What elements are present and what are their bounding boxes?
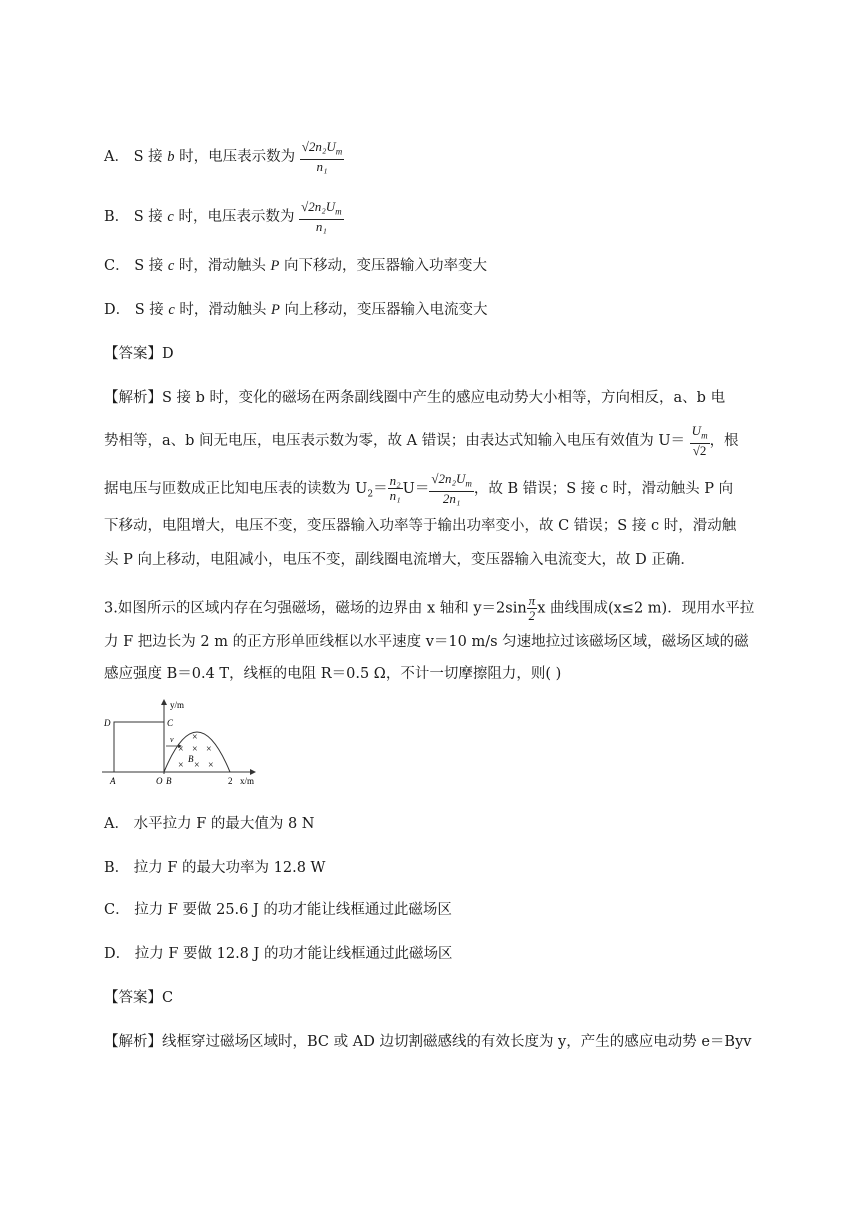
option-d — [104, 300, 488, 320]
frac-den: n₁ — [389, 488, 401, 504]
fraction-sqrt2-n2-um-over-n1-b — [299, 200, 344, 234]
field-cross: × — [192, 732, 198, 743]
option-c-tail: 向下移动，变压器输入功率变大 — [279, 258, 487, 274]
q3-option-c: C． 拉力 F 要做 25.6 J 的功才能让线框通过此磁场区 — [104, 902, 452, 918]
option-c-lead: C． S 接 — [104, 258, 168, 274]
frac-den: 2 — [528, 608, 536, 623]
frac-den: n₁ — [316, 158, 328, 174]
q3-l1b: x 曲线围成(x≤2 m)．现用水平拉 — [537, 600, 755, 617]
label-b-field: B — [188, 754, 194, 764]
label-d: D — [104, 718, 111, 728]
explain-1-line-3 — [104, 472, 756, 506]
u2-subscript: 2 — [367, 489, 374, 500]
answer-1: 【答案】D — [104, 346, 174, 362]
option-d-mid: 时，滑动触头 — [174, 302, 272, 318]
explain-1-line-1: 【解析】S 接 b 时，变化的磁场在两条副线圈中产生的感应电动势大小相等，方向相反，a、b 电 — [104, 390, 726, 406]
option-d-lead: D． S 接 — [104, 302, 169, 318]
fraction-sqrt2-n2-um-over-2n1 — [429, 472, 474, 506]
option-a-var: b — [167, 148, 175, 165]
label-c: C — [167, 718, 174, 728]
magnetic-field-figure — [100, 696, 260, 788]
explain-1-l3c: U＝ — [402, 480, 430, 497]
label-v: v — [170, 735, 174, 744]
option-d-tail: 向上移动，变压器输入电流变大 — [279, 302, 488, 318]
field-cross: × — [206, 744, 212, 755]
explain-3-line-1: 【解析】线框穿过磁场区域时，BC 或 AD 边切割磁感线的有效长度为 y，产生的感应电动势 e＝Byv — [104, 1034, 752, 1050]
frac-den: 2n₁ — [442, 490, 461, 506]
option-b-tail: 时，电压表示数为 — [173, 208, 295, 225]
option-d-var: c — [168, 302, 175, 318]
frac-num: π — [528, 593, 536, 608]
option-a-tail: 时，电压表示数为 — [174, 148, 296, 165]
fraction-sqrt2-n2-um-over-n1 — [300, 140, 345, 174]
q3-option-d: D． 拉力 F 要做 12.8 J 的功才能让线框通过此磁场区 — [104, 946, 453, 962]
q3-l1a: 3.如图所示的区域内存在匀强磁场，磁场的边界由 x 轴和 y＝2sin — [104, 600, 527, 617]
frac-num: n₂ — [389, 473, 401, 489]
option-c-var2: P — [270, 258, 280, 274]
question-3-line-3: 感应强度 B＝0.4 T，线框的电阻 R＝0.5 Ω，不计一切摩擦阻力，则( ) — [104, 666, 562, 682]
question-3-line-2: 力 F 把边长为 2 m 的正方形单匝线框以水平速度 v＝10 m/s 匀速地拉过该磁场区域，磁场区域的磁 — [104, 634, 749, 650]
explain-1-l3b: ＝ — [373, 480, 388, 497]
field-cross: × — [208, 760, 214, 771]
option-c — [104, 256, 487, 276]
field-cross: × — [178, 760, 184, 771]
field-cross: × — [178, 744, 184, 755]
frac-num: √2n₂U — [301, 139, 336, 154]
option-a — [104, 140, 344, 174]
explain-1-l2a: 势相等，a、b 间无电压，电压表示数为零，故 A 错误；由表达式知输入电压有效值为 U＝ — [104, 432, 686, 449]
fraction-pi-over-2 — [527, 594, 538, 623]
frac-den: n₁ — [315, 218, 327, 234]
frac-sub: m — [335, 206, 342, 217]
label-b: B — [166, 776, 172, 786]
answer-3: 【答案】C — [104, 990, 174, 1006]
explain-1-l3a: 据电压与匝数成正比知电压表的读数为 U — [104, 480, 368, 497]
frac-den: √2 — [692, 442, 707, 458]
label-a: A — [110, 776, 116, 786]
y-axis-arrow — [161, 699, 167, 705]
option-b — [104, 200, 344, 234]
explain-1-l3d: ，故 B 错误；S 接 c 时，滑动触头 P 向 — [473, 480, 734, 497]
explain-1-line-5: 头 P 向上移动，电阻减小，电压不变，副线圈电流增大，变压器输入电流变大，故 D 正确． — [104, 552, 695, 568]
frac-num: U — [691, 423, 702, 438]
question-3-line-1 — [104, 594, 756, 623]
frac-sub: m — [465, 478, 472, 489]
option-d-var2: P — [271, 302, 280, 318]
x-axis-arrow — [250, 769, 256, 775]
square-frame — [114, 722, 164, 772]
option-c-var: c — [167, 258, 175, 274]
frac-sub: m — [701, 430, 708, 441]
q3-option-a: A． 水平拉力 F 的最大值为 8 N — [104, 816, 315, 832]
field-cross: × — [192, 744, 198, 755]
option-b-lead: B． S 接 — [104, 208, 168, 225]
option-c-mid: 时，滑动触头 — [174, 258, 271, 274]
explain-1-l2b: ，根 — [709, 432, 739, 449]
tick-2: 2 — [228, 776, 233, 786]
frac-num: √2n₂U — [431, 471, 466, 486]
frac-num: √2n₂U — [301, 199, 336, 214]
option-a-lead: A． S 接 — [104, 148, 168, 165]
fraction-n2-over-n1 — [388, 474, 403, 503]
option-b-var: c — [167, 208, 174, 225]
explain-1-line-2 — [104, 424, 756, 458]
x-label: x/m — [240, 776, 255, 786]
fraction-um-over-sqrt2 — [690, 424, 710, 458]
label-o: O — [156, 776, 163, 786]
frac-sub: m — [335, 146, 343, 157]
q3-option-b: B． 拉力 F 的最大功率为 12.8 W — [104, 860, 326, 876]
explain-1-line-4: 下移动，电阻增大，电压不变，变压器输入功率等于输出功率变小，故 C 错误；S 接 c 时，滑动触 — [104, 518, 737, 534]
field-cross: × — [194, 760, 200, 771]
y-label: y/m — [170, 700, 185, 710]
